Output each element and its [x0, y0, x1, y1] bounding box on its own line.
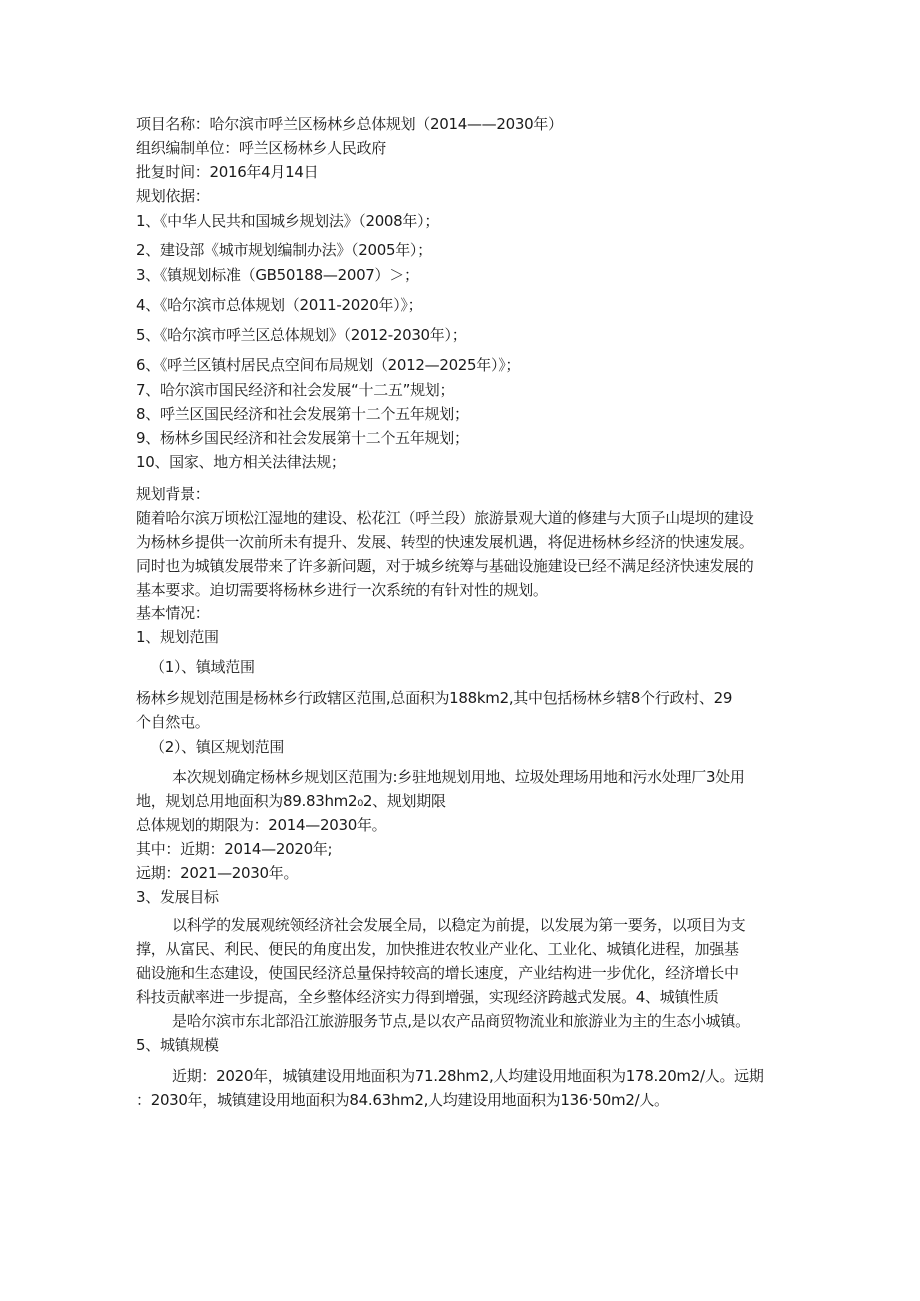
period-line: 远期：2021—2030年。	[136, 864, 299, 882]
basis-item: 7、哈尔滨市国民经济和社会发展“十二五”规划；	[136, 381, 455, 399]
goal-line: 础设施和生态建设，使国民经济总量保持较高的增长速度，产业结构进一步优化，经济增长中	[136, 964, 739, 982]
goal-line: 以科学的发展观统领经济社会发展全局，以稳定为前提，以发展为第一要务，以项目为支	[172, 916, 746, 934]
basis-item: 8、呼兰区国民经济和社会发展第十二个五年规划；	[136, 405, 469, 423]
basis-item: 2、建设部《城市规划编制办法》（2005年）；	[136, 241, 432, 259]
basis-item: 6、《呼兰区镇村居民点空间布局规划（2012—2025年）》；	[136, 356, 521, 374]
district-scope-line: 地，规划总用地面积为89.83hm2₀2、规划期限	[136, 792, 446, 810]
period-line: 其中：近期：2014—2020年;	[136, 840, 333, 858]
town-scope-line: 杨林乡规划范围是杨林乡行政辖区范围,总面积为188km2,其中包括杨林乡辖8个行政村、29	[136, 689, 733, 707]
basis-item: 9、杨林乡国民经济和社会发展第十二个五年规划；	[136, 429, 469, 447]
basis-item: 3、《镇规划标准（GB50188—2007）＞；	[136, 266, 419, 284]
basis-item: 1、《中华人民共和国城乡规划法》（2008年）；	[136, 212, 440, 230]
situation-heading: 基本情况：	[136, 604, 210, 622]
period-line: 总体规划的期限为：2014—2030年。	[136, 816, 387, 834]
scale-line: ：2030年，城镇建设用地面积为84.63hm2,人均建设用地面积为136·50m2/人。	[136, 1091, 669, 1109]
district-scope-line: 本次规划确定杨林乡规划区范围为:乡驻地规划用地、垃圾处理场用地和污水处理厂3处用	[172, 768, 745, 786]
nature-line: 是哈尔滨市东北部沿江旅游服务节点,是以农产品商贸物流业和旅游业为主的生态小城镇。	[172, 1012, 750, 1030]
background-line: 基本要求。迫切需要将杨林乡进行一次系统的有针对性的规划。	[136, 581, 548, 599]
goal-line: 科技贡献率进一步提高，全乡整体经济实力得到增强，实现经济跨越式发展。4、城镇性质	[136, 988, 719, 1006]
project-name: 项目名称：哈尔滨市呼兰区杨林乡总体规划（2014——2030年）	[136, 115, 563, 133]
goal-heading: 3、发展目标	[136, 888, 219, 906]
scope-heading: 1、规划范围	[136, 628, 219, 646]
basis-item: 4、《哈尔滨市总体规划（2011-2020年）》；	[136, 296, 423, 314]
background-line: 随着哈尔滨万顷松江湿地的建设、松花江（呼兰段）旅游景观大道的修建与大顶子山堤坝的建设	[136, 509, 754, 527]
organizer: 组织编制单位：呼兰区杨林乡人民政府	[136, 139, 386, 157]
district-scope-heading: （2）、镇区规划范围	[150, 738, 285, 756]
basis-item: 10、国家、地方相关法律法规；	[136, 453, 346, 471]
background-heading: 规划背景：	[136, 485, 210, 503]
approval-date: 批复时间：2016年4月14日	[136, 163, 319, 181]
basis-heading: 规划依据：	[136, 187, 210, 205]
basis-item: 5、《哈尔滨市呼兰区总体规划》（2012-2030年）；	[136, 326, 467, 344]
background-line: 同时也为城镇发展带来了许多新问题，对于城乡统筹与基础设施建设已经不满足经济快速发展的	[136, 557, 754, 575]
background-line: 为杨林乡提供一次前所未有提升、发展、转型的快速发展机遇，将促进杨林乡经济的快速发展。	[136, 533, 754, 551]
town-scope-heading: （1）、镇域范围	[150, 658, 255, 676]
goal-line: 撑，从富民、利民、便民的角度出发，加快推进农牧业产业化、工业化、城镇化进程，加强基	[136, 940, 739, 958]
scale-heading: 5、城镇规模	[136, 1036, 219, 1054]
scale-line: 近期：2020年，城镇建设用地面积为71.28hm2,人均建设用地面积为178.20m2/人。远期	[172, 1067, 764, 1085]
town-scope-line: 个自然屯。	[136, 713, 210, 731]
